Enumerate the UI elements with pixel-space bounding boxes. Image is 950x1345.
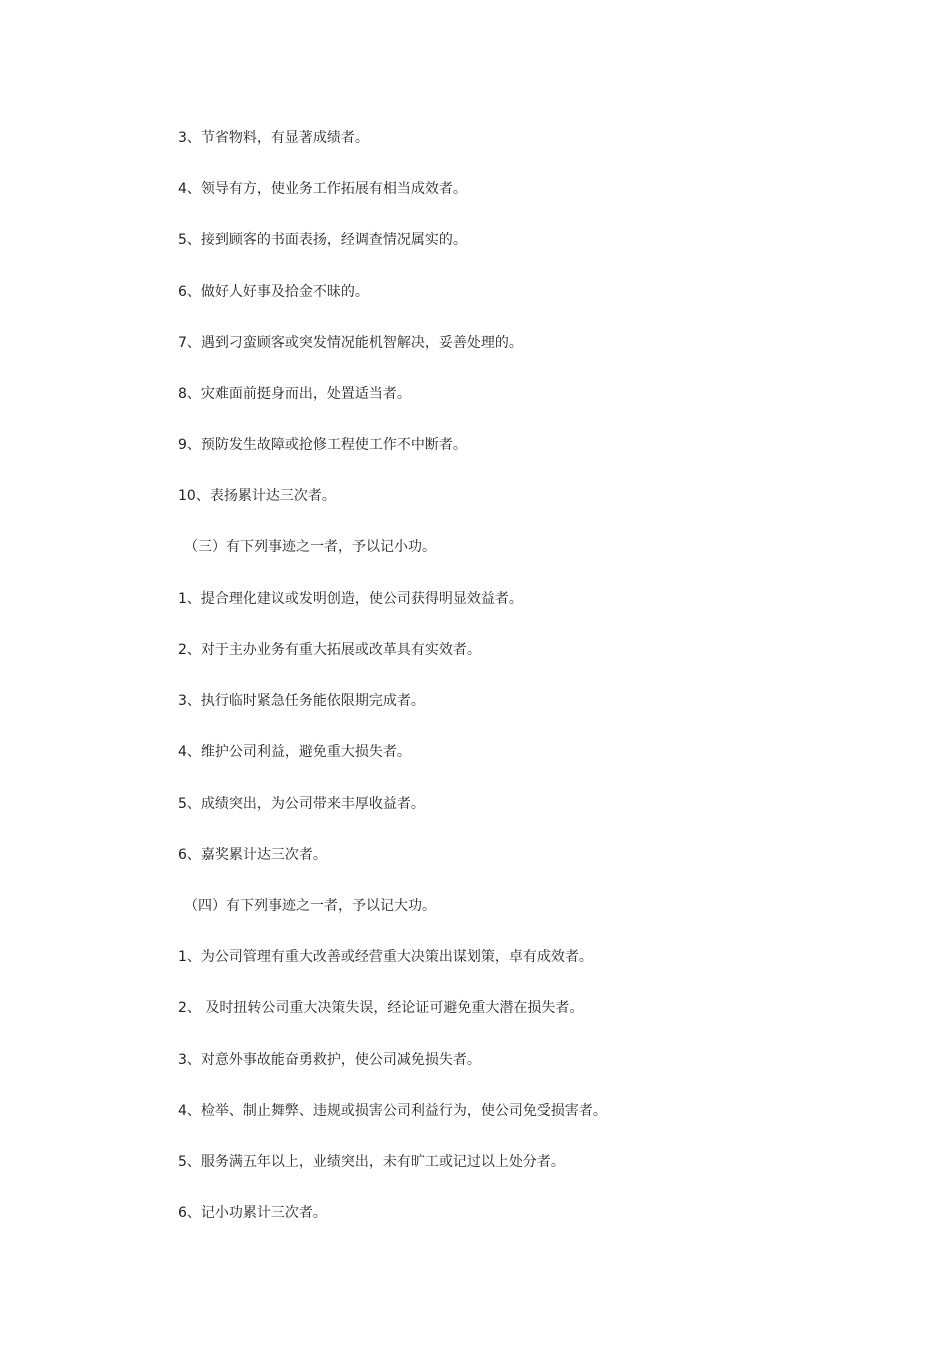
section-heading-3: （三）有下列事迹之一者，予以记小功。 <box>184 539 436 555</box>
line-13: 4、维护公司利益，避免重大损失者。 <box>178 744 411 760</box>
line-2: 4、领导有方，使业务工作拓展有相当成效者。 <box>178 181 467 197</box>
line-11: 2、对于主办业务有重大拓展或改革具有实效者。 <box>178 642 481 658</box>
line-5: 7、遇到刁蛮顾客或突发情况能机智解决，妥善处理的。 <box>178 335 523 351</box>
line-19: 3、对意外事故能奋勇救护，使公司减免损失者。 <box>178 1052 481 1068</box>
line-1: 3、节省物料，有显著成绩者。 <box>178 130 369 146</box>
line-12: 3、执行临时紧急任务能依限期完成者。 <box>178 693 425 709</box>
line-22: 6、记小功累计三次者。 <box>178 1205 327 1221</box>
section-heading-4: （四）有下列事迹之一者，予以记大功。 <box>184 898 436 914</box>
line-15: 6、嘉奖累计达三次者。 <box>178 847 327 863</box>
line-3: 5、接到顾客的书面表扬，经调查情况属实的。 <box>178 232 467 248</box>
line-6: 8、灾难面前挺身而出，处置适当者。 <box>178 386 411 402</box>
line-14: 5、成绩突出，为公司带来丰厚收益者。 <box>178 796 425 812</box>
line-20: 4、检举、制止舞弊、违规或损害公司利益行为，使公司免受损害者。 <box>178 1103 607 1119</box>
line-21: 5、服务满五年以上，业绩突出，未有旷工或记过以上处分者。 <box>178 1154 565 1170</box>
line-18: 2、 及时扭转公司重大决策失误，经论证可避免重大潜在损失者。 <box>178 1000 584 1016</box>
line-7: 9、预防发生故障或抢修工程使工作不中断者。 <box>178 437 467 453</box>
line-4: 6、做好人好事及拾金不昧的。 <box>178 284 369 300</box>
line-10: 1、提合理化建议或发明创造，使公司获得明显效益者。 <box>178 591 523 607</box>
line-8: 10、表扬累计达三次者。 <box>178 488 336 504</box>
line-17: 1、为公司管理有重大改善或经营重大决策出谋划策，卓有成效者。 <box>178 949 593 965</box>
